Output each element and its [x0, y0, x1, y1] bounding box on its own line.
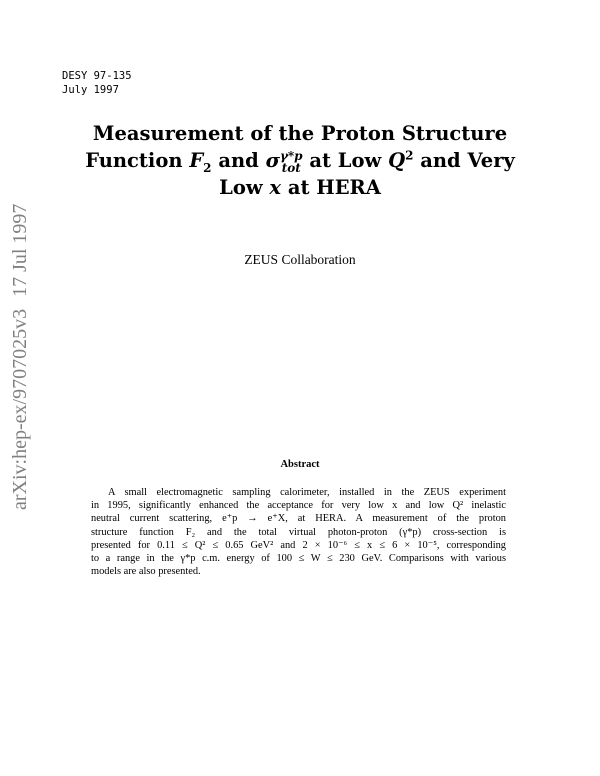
- title-line-1: Measurement of the Proton Structure: [92, 122, 508, 145]
- title-text: at HERA: [281, 176, 381, 199]
- title-math-sigma: σ: [265, 149, 280, 172]
- title-line-2: [40, 147, 560, 174]
- title-math-sigma-scripts: [280, 150, 303, 174]
- abstract-line: in 1995, significantly enhanced the acceptance for very low x and low Q² inelastic: [91, 500, 506, 512]
- title-math-F-sub: 2: [203, 160, 212, 175]
- title-math-sigma-sub: tot: [281, 160, 301, 175]
- title-math-F: F: [189, 149, 204, 172]
- abstract-line: structure function F₂ and the total virtual photon-proton (γ*p) cross-section is: [91, 526, 506, 538]
- title-text: at Low: [302, 149, 389, 172]
- title-text: Low: [219, 176, 270, 199]
- abstract-line: to a range in the γ*p c.m. energy of 100 ≤ W ≤ 230 GeV. Comparisons with various: [91, 553, 506, 565]
- abstract-line: A small electromagnetic sampling calorimeter, installed in the ZEUS experiment: [108, 487, 506, 498]
- preprint-info: [62, 69, 132, 97]
- abstract-line: neutral current scattering, e⁺p → e⁺X, at HERA. A measurement of the proton: [91, 513, 506, 525]
- author-list: ZEUS Collaboration: [244, 252, 356, 267]
- abstract-line: presented for 0.11 ≤ Q² ≤ 0.65 GeV² and 2 × 10⁻⁶ ≤ x ≤ 6 × 10⁻⁵, corresponding: [91, 539, 506, 551]
- title-math-x: x: [269, 176, 282, 199]
- title-line-3: [40, 174, 560, 201]
- title-text: Function: [85, 149, 190, 172]
- abstract-heading: Abstract: [280, 459, 320, 470]
- abstract-body: [91, 486, 506, 578]
- paper-title: [40, 120, 560, 201]
- title-math-Q: Q: [388, 149, 406, 172]
- preprint-date: July 1997: [62, 84, 119, 96]
- title-text: and Very: [413, 149, 515, 172]
- arxiv-id: arXiv:hep-ex/9707025v3: [9, 308, 31, 510]
- abstract-line: models are also presented.: [91, 566, 201, 578]
- title-math-sigma-sup: γ*p: [279, 148, 303, 163]
- arxiv-date: 17 Jul 1997: [9, 203, 31, 297]
- title-text: and: [211, 149, 266, 172]
- title-math-Q-sup: 2: [405, 148, 414, 163]
- report-number: DESY 97-135: [62, 70, 132, 82]
